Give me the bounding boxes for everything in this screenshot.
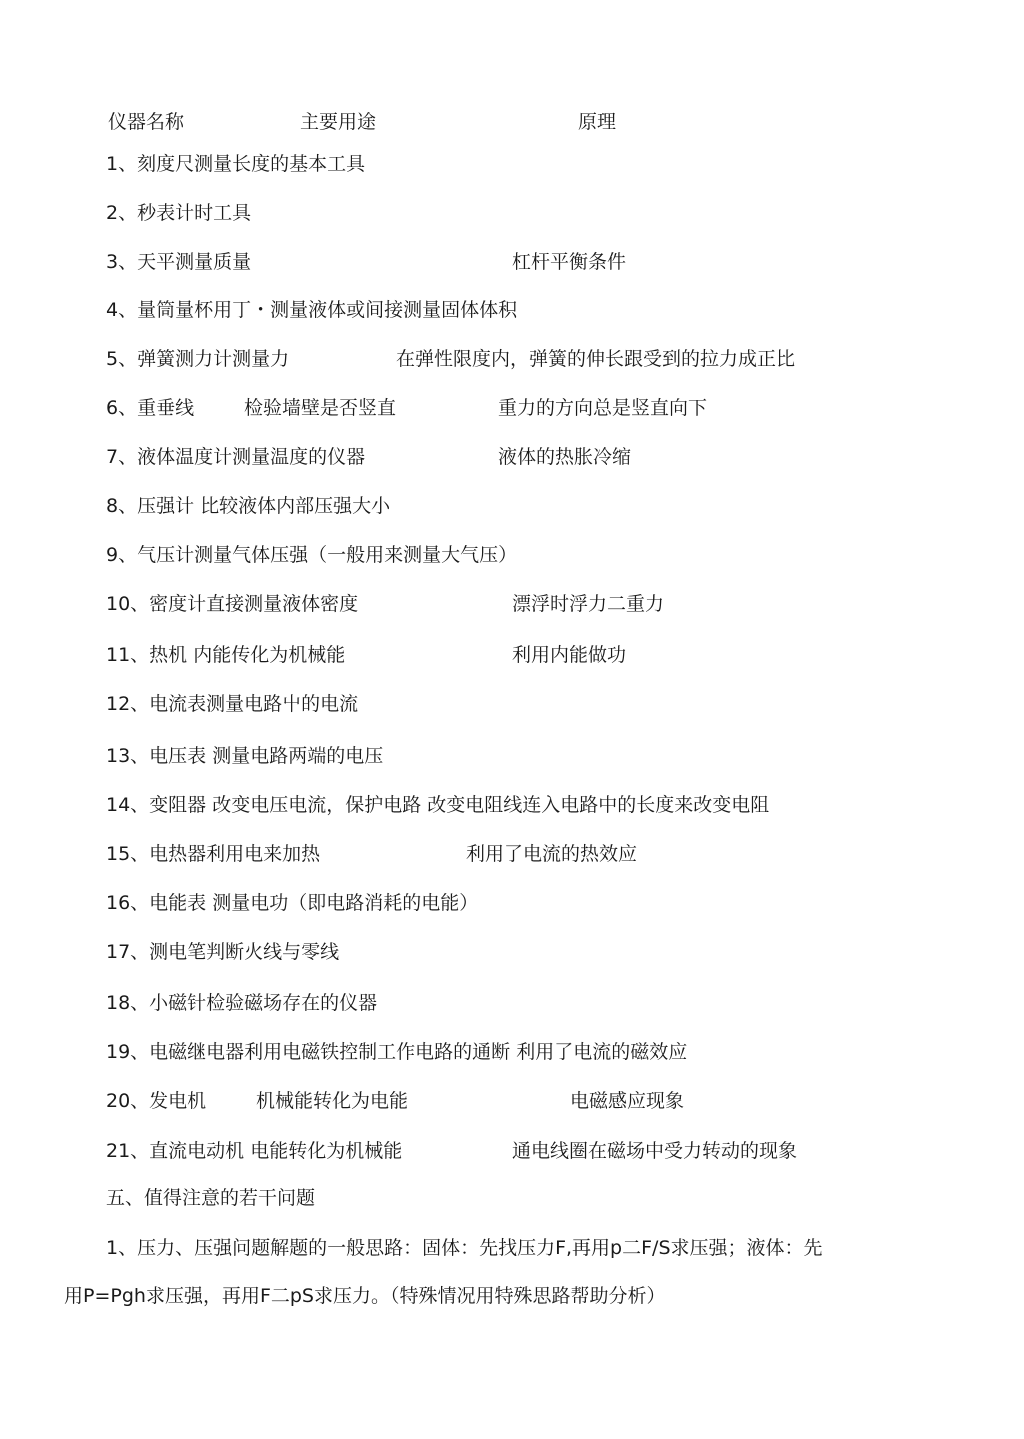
list-item-principle: 杠杆平衡条件 <box>512 251 627 273</box>
list-item: 14、变阻器 改变电压电流，保护电路 改变电阻线连入电路中的长度来改变电阻 <box>106 794 770 816</box>
list-item-principle: 利用了电流的热效应 <box>466 843 638 865</box>
list-item: 16、电能表 测量电功（即电路消耗的电能） <box>106 892 479 914</box>
list-item: 8、压强计 比较液体内部压强大小 <box>106 495 391 517</box>
list-item: 18、小磁针检验磁场存在的仪器 <box>106 992 378 1014</box>
list-item-use: 检验墙壁是否竖直 <box>244 397 397 419</box>
list-item: 6、重垂线 <box>106 397 195 419</box>
list-item-principle: 利用内能做功 <box>512 644 627 666</box>
list-item: 11、热机 内能传化为机械能 <box>106 644 346 666</box>
list-item: 3、天平测量质量 <box>106 251 252 273</box>
header-instrument-name: 仪器名称 <box>108 111 185 133</box>
list-item: 5、弹簧测力计测量力 <box>106 348 290 370</box>
list-item-principle: 重力的方向总是竖直向下 <box>498 397 708 419</box>
list-item: 19、电磁继电器利用电磁铁控制工作电路的通断 利用了电流的磁效应 <box>106 1041 688 1063</box>
list-item: 21、直流电动机 电能转化为机械能 <box>106 1140 403 1162</box>
list-item: 17、测电笔判断火线与零线 <box>106 941 340 963</box>
list-item: 13、电压表 测量电路两端的电压 <box>106 745 384 767</box>
list-item-principle: 液体的热胀冷缩 <box>498 446 632 468</box>
header-principle: 原理 <box>578 111 617 133</box>
list-item: 1、刻度尺测量长度的基本工具 <box>106 153 366 175</box>
list-item-principle: 通电线圈在磁场中受力转动的现象 <box>512 1140 798 1162</box>
header-main-use: 主要用途 <box>300 111 377 133</box>
list-item: 7、液体温度计测量温度的仪器 <box>106 446 366 468</box>
list-item-use: 机械能转化为电能 <box>256 1090 409 1112</box>
list-item-principle: 电磁感应现象 <box>570 1090 685 1112</box>
list-item-principle: 在弹性限度内，弹簧的伸长跟受到的拉力成正比 <box>396 348 796 370</box>
section-title: 五、值得注意的若干问题 <box>106 1187 316 1209</box>
list-item: 15、电热器利用电来加热 <box>106 843 321 865</box>
list-item: 10、密度计直接测量液体密度 <box>106 593 359 615</box>
list-item: 2、秒表计时工具 <box>106 202 252 224</box>
list-item-principle: 漂浮时浮力二重力 <box>512 593 665 615</box>
list-item: 12、电流表测量电路屮的电流 <box>106 693 359 715</box>
list-item: 4、量筒量杯用丁・测量液体或间接测量固体体积 <box>106 299 518 321</box>
paragraph-line-2: 用P=Pgh求压强，再用F二pS求压力。（特殊情况用特殊思路帮助分析） <box>64 1285 666 1307</box>
list-item: 20、发电机 <box>106 1090 207 1112</box>
paragraph-line-1: 1、压力、压强问题解题的一般思路：固体：先找压力F,再用p二F/S求压强；液体：先 <box>106 1237 823 1259</box>
list-item: 9、气压计测量气体压强（一般用来测量大气压） <box>106 544 518 566</box>
